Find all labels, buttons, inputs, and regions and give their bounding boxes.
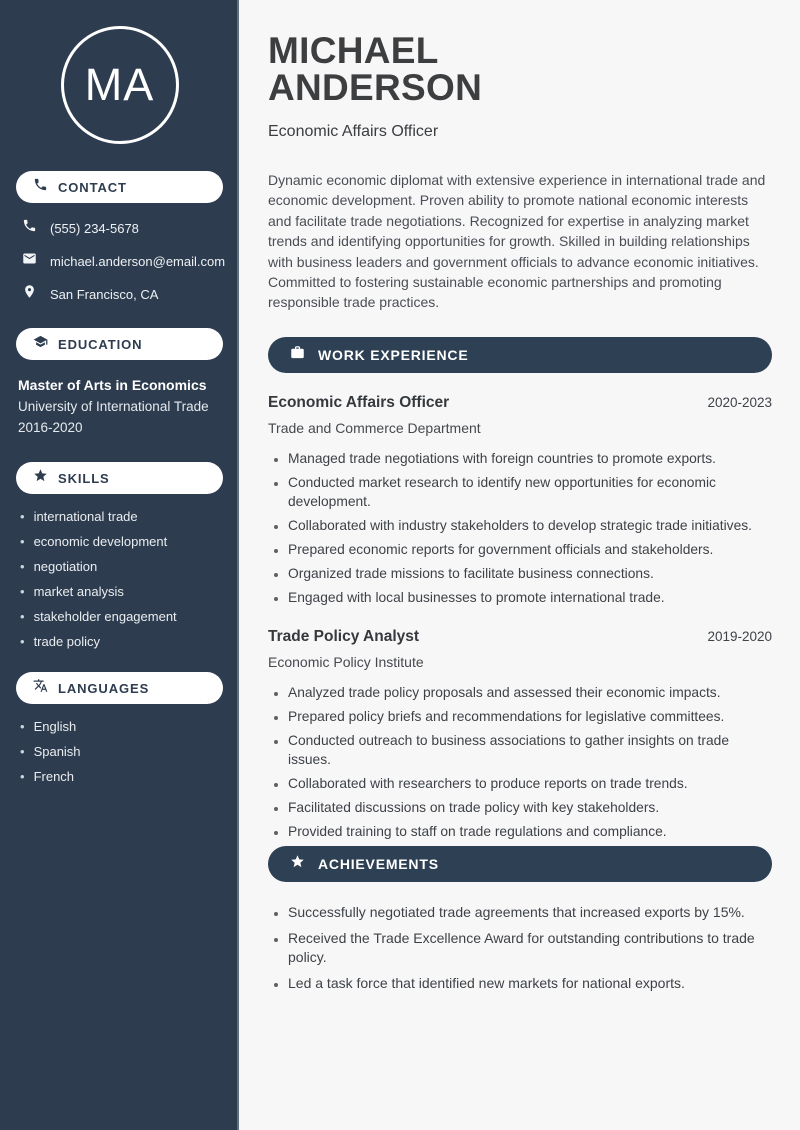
education-section-header [16, 328, 223, 360]
skills-list [0, 510, 239, 648]
job-bullet-list [268, 683, 772, 841]
job-bullet: • Conducted market research to identify new opportunities for economic development. [288, 473, 772, 511]
job-bullet: • Engaged with local businesses to promote international trade. [288, 588, 772, 607]
languages-list [0, 720, 239, 783]
phone-icon [33, 177, 48, 197]
job-header [268, 394, 772, 412]
job-bullet: • Collaborated with researchers to produce reports on trade trends. [288, 774, 772, 793]
job-bullet: • Facilitated discussions on trade policy with key stakeholders. [288, 798, 772, 817]
main-content [239, 0, 800, 1130]
job-dates: 2020-2023 [707, 394, 772, 410]
professional-summary: Dynamic economic diplomat with extensive experience in international trade and economic development. Proven ability to promote national economic interests and facilitate trade negotiations. Recognized for expertise in analyzing market trends and identifying opportunities for growth. Skilled in building relationships with business leaders and government officials to advance economic initiatives. Committed to fostering sustainable economic partnerships and promoting responsible trade practices. [268, 172, 766, 311]
language-item: • Spanish [20, 745, 231, 758]
education-years: 2016-2020 [18, 420, 83, 435]
skill-item: • trade policy [20, 635, 231, 648]
education-entry [18, 375, 223, 438]
email-address: michael.anderson@email.com [50, 253, 226, 269]
skill-item: • economic development [20, 535, 231, 548]
contact-list [0, 218, 239, 304]
contact-item-phone [22, 218, 229, 238]
phone-number: (555) 234-5678 [50, 220, 139, 236]
first-name: MICHAEL [268, 30, 439, 71]
skill-item: • stakeholder engagement [20, 610, 231, 623]
page-title [268, 30, 772, 108]
avatar [61, 26, 179, 144]
education-degree: Master of Arts in Economics [18, 377, 207, 393]
avatar-initials: MA [84, 59, 155, 110]
job-bullet: • Prepared policy briefs and recommendations for legislative committees. [288, 707, 772, 726]
contact-section-header [16, 171, 223, 203]
achievements-list [268, 903, 772, 993]
location-text: San Francisco, CA [50, 286, 159, 302]
job-bullet: • Analyzed trade policy proposals and assessed their economic impacts. [288, 683, 772, 702]
job-entry [268, 394, 772, 607]
work-experience-section-header [268, 337, 772, 373]
skill-item: • market analysis [20, 585, 231, 598]
achievement-bullet: • Received the Trade Excellence Award for outstanding contributions to trade policy. [288, 929, 772, 967]
star-icon [290, 854, 305, 874]
job-bullet: • Managed trade negotiations with foreign countries to promote exports. [288, 449, 772, 468]
job-dates: 2019-2020 [707, 628, 772, 644]
briefcase-icon [290, 345, 305, 365]
skills-section-header [16, 462, 223, 494]
languages-heading: LANGUAGES [58, 680, 150, 696]
languages-section-header [16, 672, 223, 704]
contact-item-location [22, 284, 229, 304]
star-icon [33, 468, 48, 488]
job-title: Trade Policy Analyst [268, 627, 420, 645]
achievements-heading: ACHIEVEMENTS [318, 855, 439, 872]
job-bullet-list [268, 449, 772, 607]
job-company: Economic Policy Institute [268, 653, 424, 670]
job-company: Trade and Commerce Department [268, 419, 481, 436]
contact-item-email [22, 251, 229, 271]
achievement-bullet: • Successfully negotiated trade agreements that increased exports by 15%. [288, 903, 772, 922]
last-name: ANDERSON [268, 66, 483, 108]
skills-heading: SKILLS [58, 470, 110, 486]
job-bullet: • Collaborated with industry stakeholders to develop strategic trade initiatives. [288, 516, 772, 535]
language-item: • French [20, 770, 231, 783]
job-title-subheading: Economic Affairs Officer [268, 123, 439, 140]
work-experience-heading: WORK EXPERIENCE [318, 346, 469, 363]
graduation-cap-icon [33, 334, 48, 354]
translate-icon [33, 678, 48, 698]
mail-icon [22, 251, 37, 271]
achievements-section-header [268, 846, 772, 882]
education-school: University of International Trade [18, 399, 209, 414]
education-heading: EDUCATION [58, 336, 143, 352]
job-bullet: • Conducted outreach to business associations to gather insights on trade issues. [288, 731, 772, 769]
sidebar [0, 0, 239, 1130]
skill-item: • negotiation [20, 560, 231, 573]
job-bullet: • Organized trade missions to facilitate business connections. [288, 564, 772, 583]
skill-item: • international trade [20, 510, 231, 523]
job-bullet: • Provided training to staff on trade regulations and compliance. [288, 822, 772, 841]
phone-icon [22, 218, 37, 238]
job-header [268, 628, 772, 646]
achievement-bullet: • Led a task force that identified new markets for national exports. [288, 974, 772, 993]
job-bullet: • Prepared economic reports for government officials and stakeholders. [288, 540, 772, 559]
language-item: • English [20, 720, 231, 733]
location-pin-icon [22, 284, 37, 304]
job-title: Economic Affairs Officer [268, 393, 450, 411]
contact-heading: CONTACT [58, 179, 127, 195]
job-entry [268, 628, 772, 841]
